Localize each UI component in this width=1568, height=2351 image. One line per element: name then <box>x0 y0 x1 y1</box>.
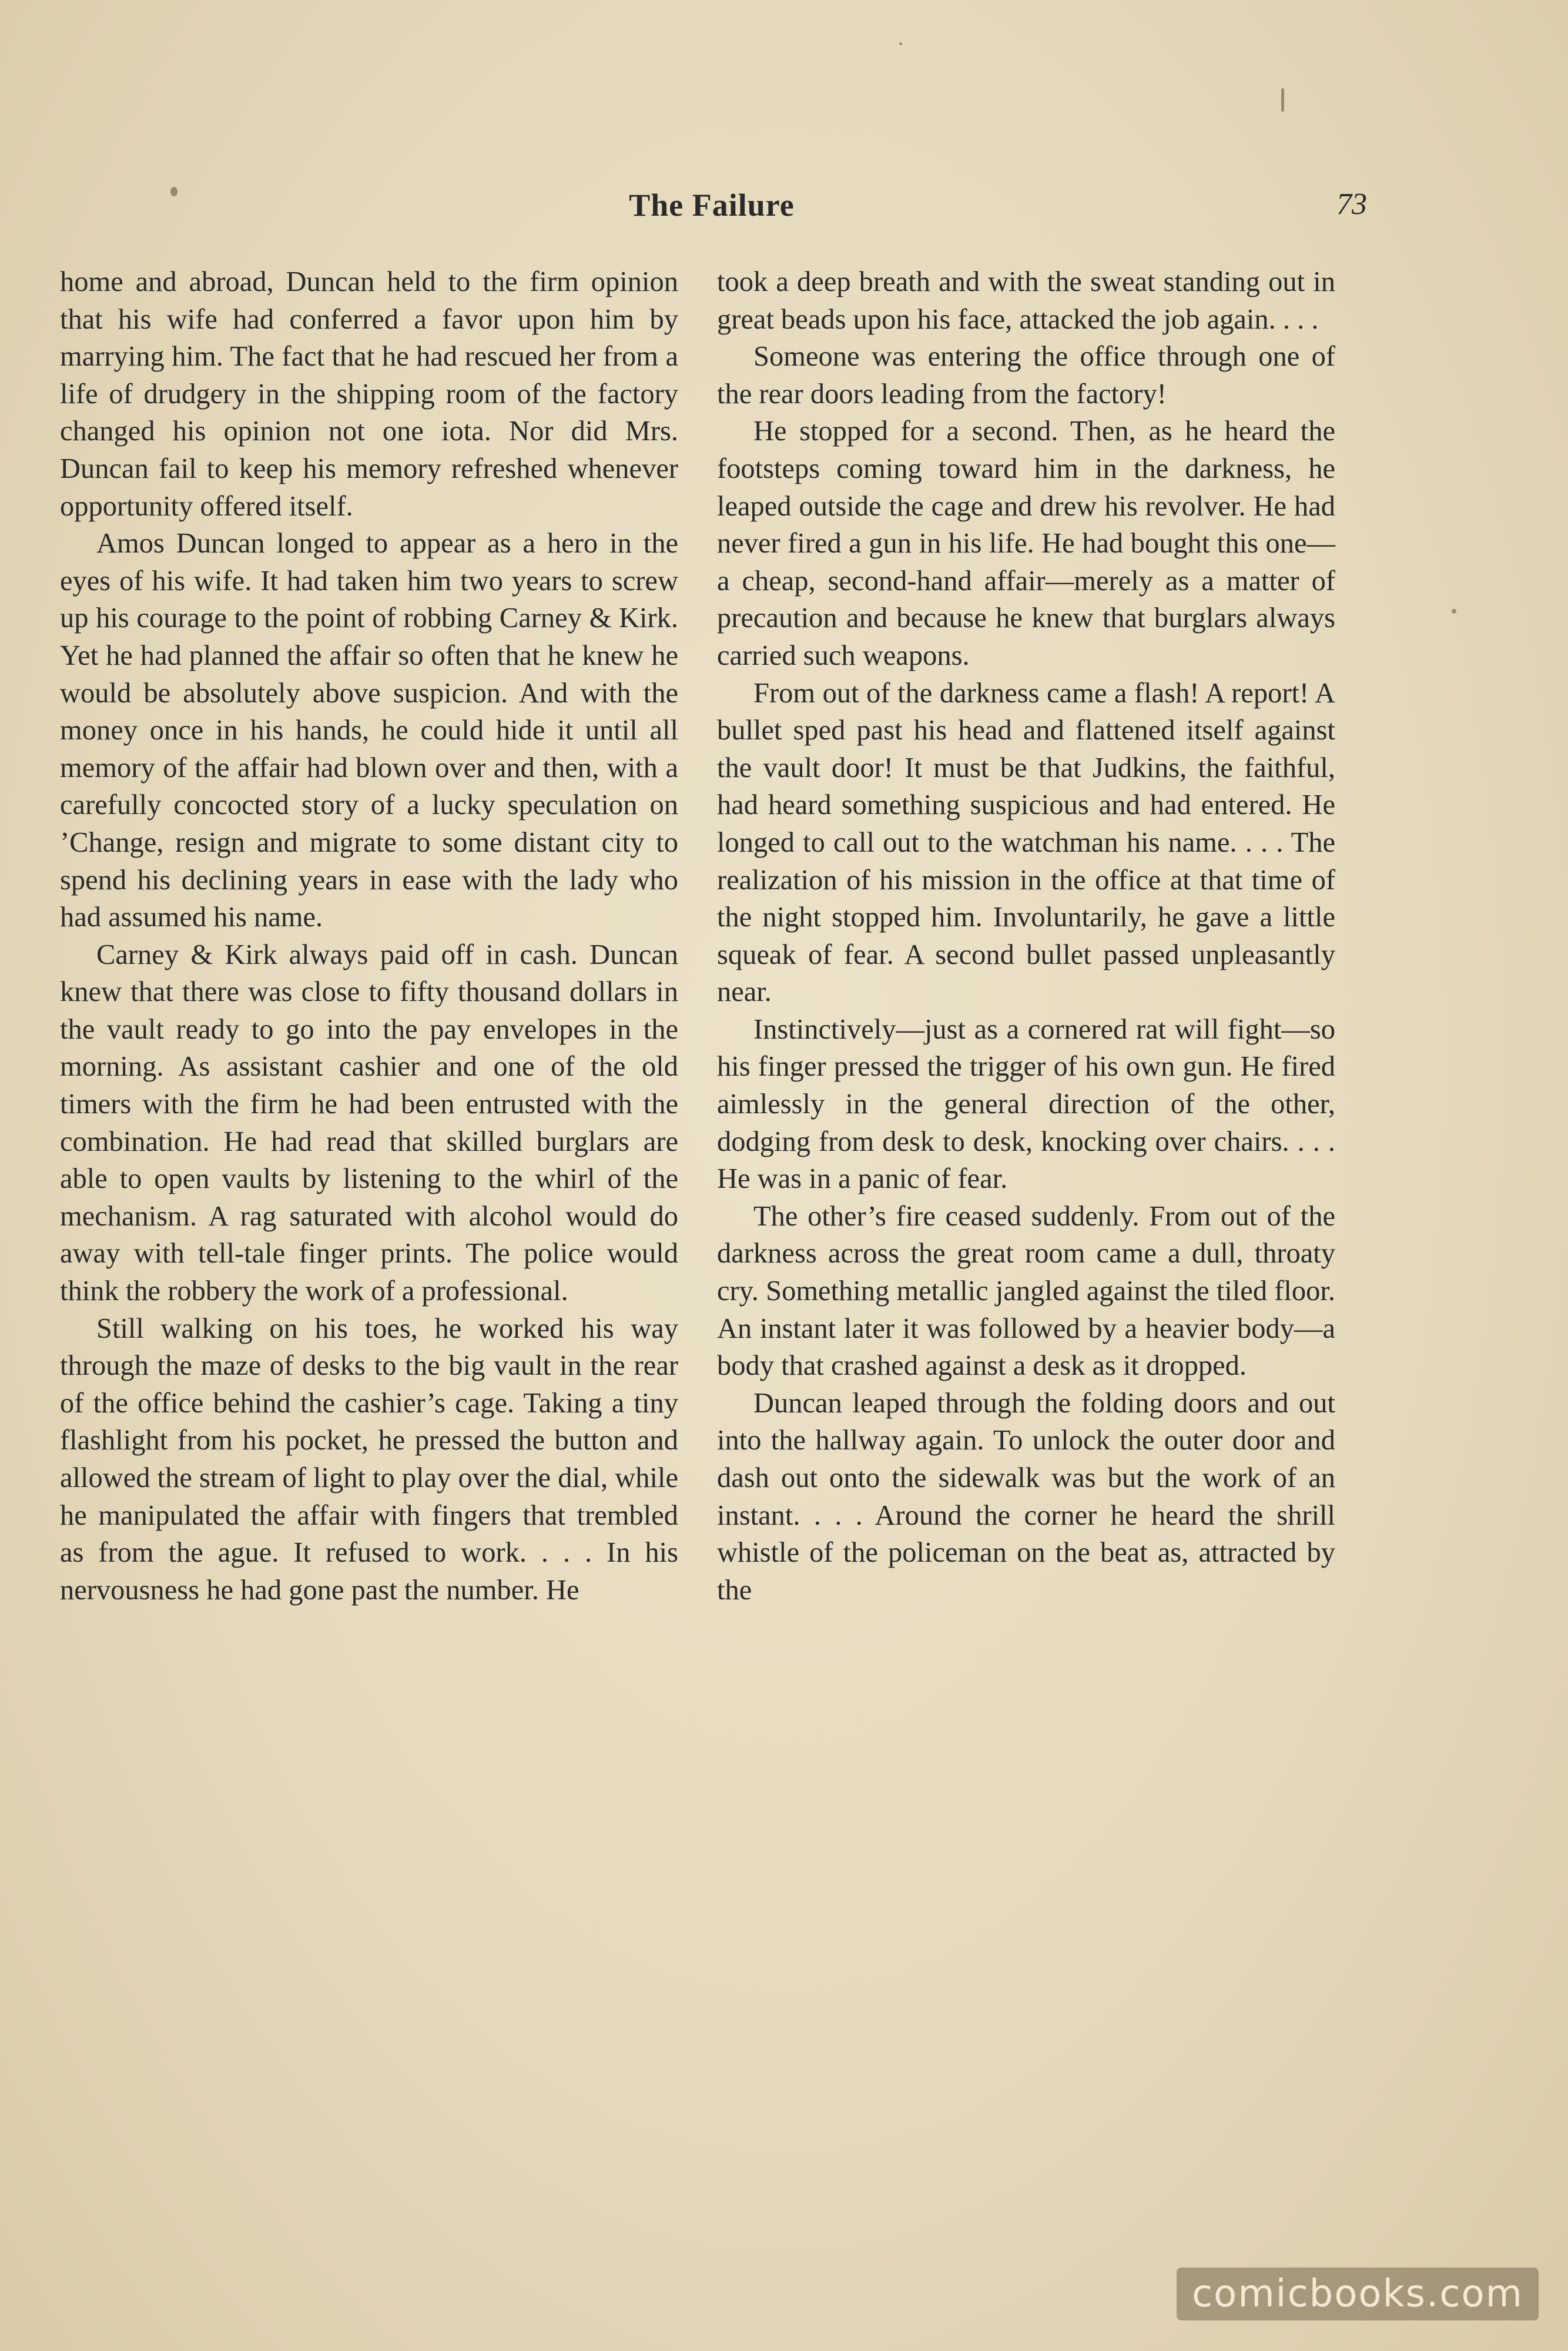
paragraph: The other’s fire ceased suddenly. From out of the darkness across the great room came a dull, throaty cry. Something metallic jangled against the tiled floor. An instant later it was followed by a heavier body—a body that crashed against a desk as it dropped. <box>717 1200 1335 1382</box>
paragraph: took a deep breath and with the sweat standing out in great beads upon his face, attacked the job again. . . . <box>717 266 1335 335</box>
page-header <box>56 187 1367 234</box>
paper-speck <box>899 42 902 45</box>
paragraph: Duncan leaped through the folding doors and out into the hallway again. To unlock the outer door and dash out onto the sidewalk was but the work of an instant. . . . Around the corner he heard the shrill whistle of the policeman on the beat as, attracted by the <box>717 1387 1335 1606</box>
paragraph: Someone was entering the office through one of the rear doors leading from the factory! <box>717 341 1335 410</box>
right-column <box>717 263 1335 1609</box>
paragraph: Still walking on his toes, he worked his way through the maze of desks to the big vault in the rear of the office behind the cashier’s cage. Taking a tiny flashlight from his pocket, he pressed the button and allowed the stream of light to play over the dial, while he manipulated the affair with fingers that trembled as from the ague. It refused to work. . . . In his nervousness he had gone past the number. He <box>60 1312 678 1606</box>
paragraph: Amos Duncan longed to appear as a hero in the eyes of his wife. It had taken him two years to screw up his courage to the point of robbing Carney & Kirk. Yet he had planned the affair so often that he knew he would be absolutely above suspicion. And with the money once in his hands, he could hide it until all memory of the affair had blown over and then, with a carefully concocted story of a lucky speculation on ’Change, resign and migrate to some distant city to spend his declining years in ease with the lady who had assumed his name. <box>60 528 678 933</box>
paragraph: home and abroad, Duncan held to the firm opinion that his wife had conferred a favor upon him by marrying him. The fact that he had rescued her from a life of drudgery in the shipping room of the factory changed his opinion not one iota. Nor did Mrs. Duncan fail to keep his memory refreshed whenever opportunity offered itself. <box>60 266 678 522</box>
running-title: The Failure <box>629 187 795 223</box>
paragraph: From out of the darkness came a flash! A report! A bullet sped past his head and flattened itself against the vault door! It must be that Judkins, the faithful, had heard something suspicious and had entered. He longed to call out to the watchman his name. . . . The realization of his mission in the office at that time of the night stopped him. Involuntarily, he gave a little squeak of fear. A second bullet passed unpleasantly near. <box>717 677 1335 1008</box>
paper-speck <box>170 187 177 196</box>
paragraph: He stopped for a second. Then, as he heard the footsteps coming toward him in the darkness, he leaped outside the cage and drew his revolver. He had never fired a gun in his life. He had bought this one—a cheap, second-hand affair—merely as a matter of precaution and because he knew that burglars always carried such weapons. <box>717 416 1335 671</box>
watermark-badge: comicbooks.com <box>1177 2268 1539 2320</box>
paper-speck <box>1281 88 1284 112</box>
paragraph: Carney & Kirk always paid off in cash. Duncan knew that there was close to fifty thousand dollars in the vault ready to go into the pay envelopes in the morning. As assistant cashier and one of the old timers with the firm he had been entrusted with the combination. He had read that skilled burglars are able to open vaults by listening to the whirl of the mechanism. A rag saturated with alcohol would do away with tell-tale finger prints. The police would think the robbery the work of a professional. <box>60 939 678 1307</box>
left-column <box>60 263 678 1609</box>
page-number: 73 <box>1336 187 1367 221</box>
paper-speck <box>1452 609 1456 614</box>
paragraph: Instinctively—just as a cornered rat will fight—so his finger pressed the trigger of his own gun. He fired aimlessly in the general direction of the other, dodging from desk to desk, knocking over chairs. . . . He was in a panic of fear. <box>717 1013 1335 1195</box>
